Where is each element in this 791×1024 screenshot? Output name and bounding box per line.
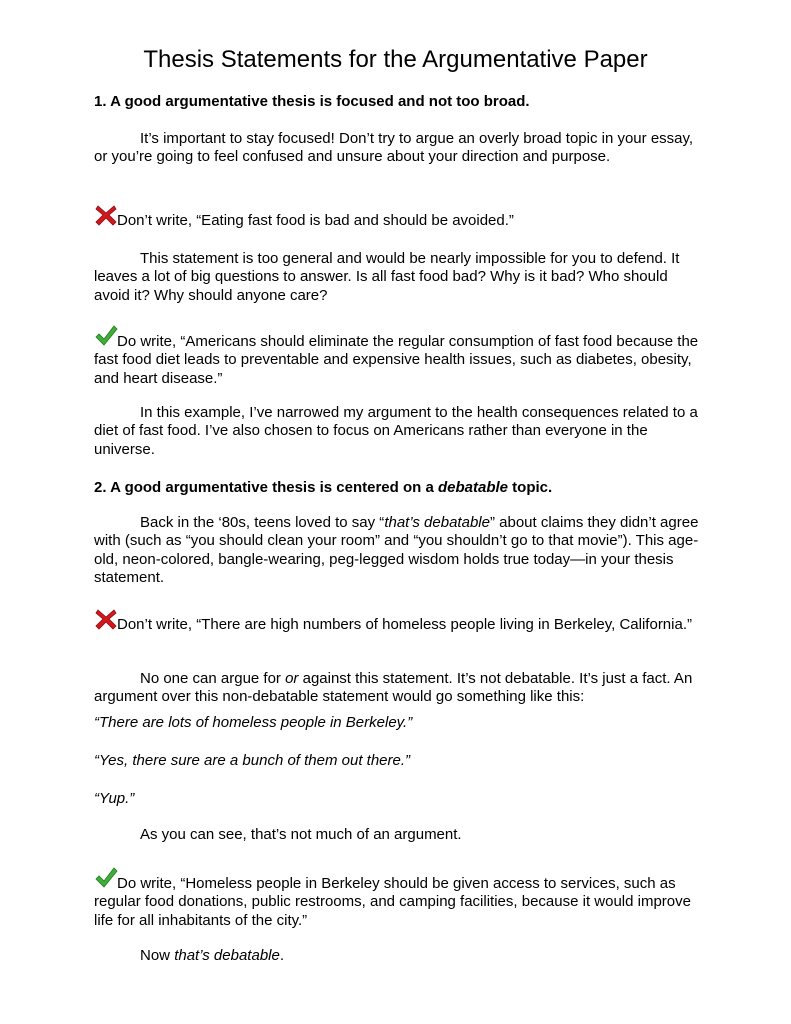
- red-x-icon: [94, 614, 117, 629]
- dont-example-text: Don’t write, “Eating fast food is bad and should be avoided.”: [117, 212, 514, 229]
- dialogue-line-1: “There are lots of homeless people in Berkeley.”: [94, 714, 413, 731]
- closing-end: .: [279, 947, 285, 964]
- section-2-do-example: [94, 873, 706, 930]
- do-example-text: Do write, “Americans should eliminate the regular consumption of fast food because the fast food diet leads to preventable and expensive health issues, such as diabetes, obesity, and heart disease.”: [94, 333, 699, 387]
- section-2-dont-example: [94, 614, 706, 634]
- section-1-intro: It’s important to stay focused! Don’t try to argue an overly broad topic in your essay, or you’re going to feel confused and unsure about your direction and purpose.: [94, 130, 694, 166]
- dialogue-line-2: “Yes, there sure are a bunch of them out there.”: [94, 752, 411, 769]
- section-2-heading: [94, 479, 706, 497]
- dont-example-text: Don’t write, “There are high numbers of homeless people living in Berkeley, California.”: [117, 616, 692, 633]
- section-2-heading-emphasis: debatable: [437, 479, 509, 496]
- section-1-do-example: [94, 331, 706, 388]
- section-2-intro-emphasis: that’s debatable: [384, 514, 490, 531]
- green-check-icon: [94, 331, 117, 346]
- section-2-closing: [94, 947, 706, 965]
- dialogue-line-3: “Yup.”: [94, 790, 135, 807]
- page-title: Thesis Statements for the Argumentative Paper: [143, 46, 648, 73]
- section-2-heading-end: topic.: [508, 479, 553, 496]
- section-2-intro-text: Back in the ‘80s, teens loved to say “: [140, 514, 385, 531]
- dont-explanation-text: No one can argue for: [140, 670, 286, 687]
- section-1-do-explanation: In this example, I’ve narrowed my argument to the health consequences related to a diet of fast food. I’ve also chosen to focus on Americans rather than everyone in the universe.: [94, 404, 698, 458]
- section-2-summary: As you can see, that’s not much of an argument.: [140, 826, 462, 843]
- section-2-heading-text: 2. A good argumentative thesis is centered on a: [94, 479, 438, 496]
- section-1-dont-explanation: This statement is too general and would be nearly impossible for you to defend. It leaves a lot of big questions to answer. Is all fast food bad? Why is it bad? Who should avoid it? Why should anyone care?: [94, 250, 680, 304]
- section-2-intro-end: ” about claims they didn’t agree with (such as “you should clean your room” and “you shouldn’t go to that movie”). This age-old, neon-colored, bangle-wearing, peg-legged wisdom holds true today—in your thesis statement.: [94, 514, 699, 587]
- closing-emphasis: that’s debatable: [174, 947, 280, 964]
- section-1-heading: 1. A good argumentative thesis is focused and not too broad.: [94, 93, 530, 110]
- section-2-intro: [94, 514, 706, 588]
- section-2-dont-explanation: [94, 670, 706, 707]
- section-1-dont-example: [94, 210, 706, 230]
- green-check-icon: [94, 873, 117, 888]
- closing-text: Now: [140, 947, 175, 964]
- do-example-text: Do write, “Homeless people in Berkeley should be given access to services, such as regular food donations, public restrooms, and camping facilities, because it would improve life for all inhabitants of the city.”: [94, 875, 691, 929]
- dont-explanation-emphasis: or: [285, 670, 299, 687]
- dont-explanation-end: against this statement. It’s not debatable. It’s just a fact. An argument over this non-debatable statement would go something like this:: [94, 670, 693, 706]
- red-x-icon: [94, 210, 117, 225]
